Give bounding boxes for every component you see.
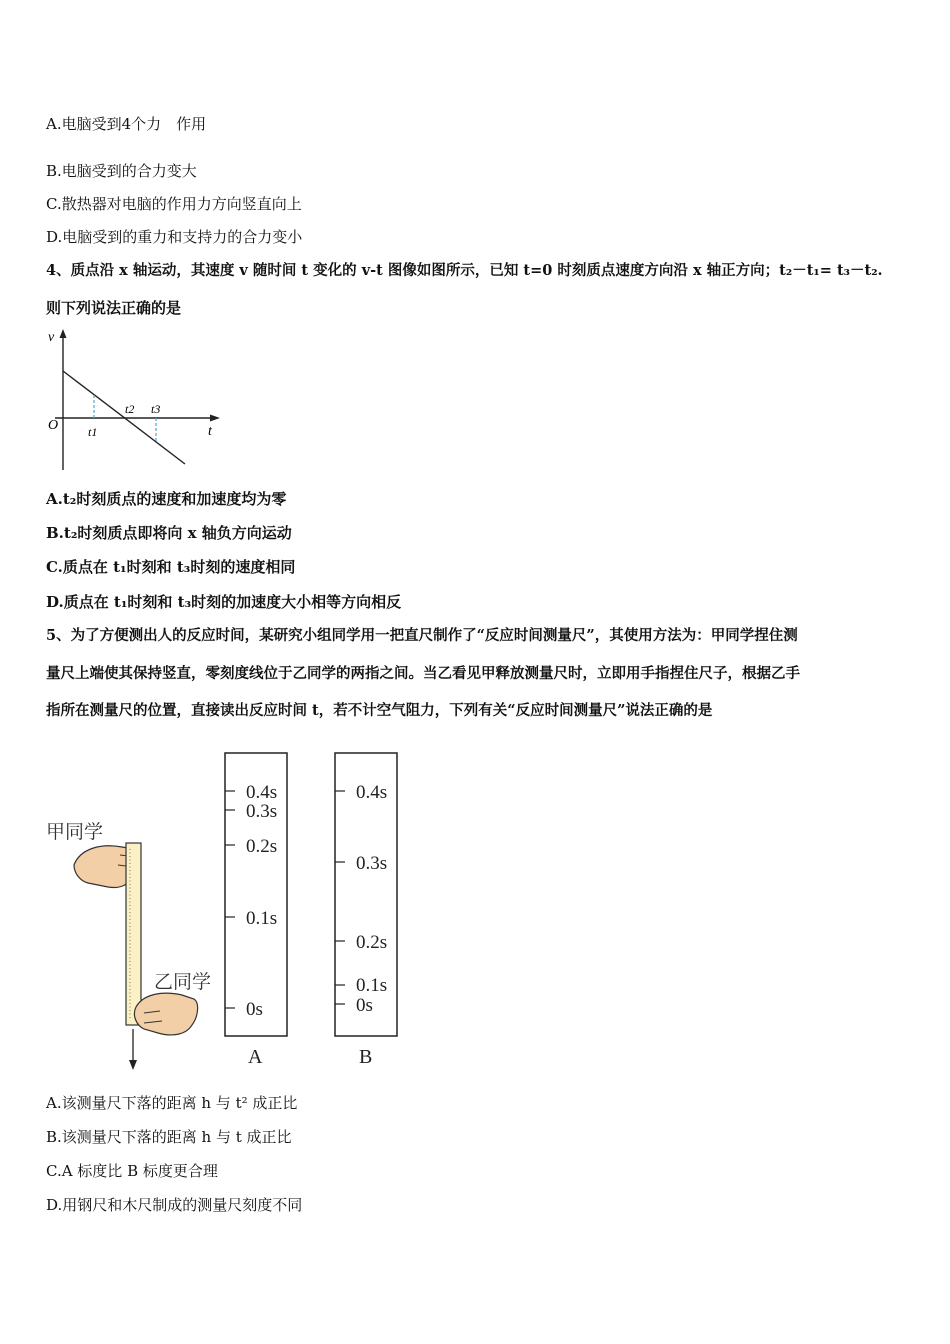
- ruler-a-tick-03: 0.3s: [246, 801, 278, 822]
- q3-option-a: A.电脑受到4个力 作用: [46, 115, 207, 133]
- ruler-b-name: B: [359, 1046, 373, 1068]
- t1-label: t1: [88, 425, 98, 439]
- q5-stem-line1: 5、为了方便测出人的反应时间，某研究小组同学用一把直尺制作了“反应时间测量尺”，其使用方法为：甲同学捏住测: [46, 627, 798, 644]
- t-axis-label: t: [208, 424, 212, 439]
- q4-stem-line1: 4、质点沿 x 轴运动，其速度 v 随时间 t 变化的 v-t 图像如图所示，已知 t=0 时刻质点速度方向沿 x 轴正方向；t₂－t₁= t₃－t₂.: [46, 262, 883, 279]
- ruler-b-tick-0: 0s: [356, 995, 373, 1016]
- q3-option-b: B.电脑受到的合力变大: [46, 162, 197, 180]
- q5-stem-line3: 指所在测量尺的位置，直接读出反应时间 t，若不计空气阻力，下列有关“反应时间测量尺”说法正确的是: [46, 702, 713, 719]
- ruler-b-tick-03: 0.3s: [356, 853, 388, 874]
- q4-vt-graph: [40, 325, 230, 475]
- ruler-b-tick-04: 0.4s: [356, 782, 388, 803]
- q4-option-b: B.t₂时刻质点即将向 x 轴负方向运动: [46, 524, 292, 542]
- q3-option-d: D.电脑受到的重力和支持力的合力变小: [46, 228, 303, 246]
- person-a-label: 甲同学: [46, 822, 104, 843]
- q5-option-c: C.A 标度比 B 标度更合理: [46, 1162, 218, 1180]
- t3-label: t3: [151, 402, 161, 416]
- ruler-b-tick-01: 0.1s: [356, 975, 388, 996]
- ruler-b-tick-02: 0.2s: [356, 932, 388, 953]
- ruler-a-tick-04: 0.4s: [246, 782, 278, 803]
- person-b-label: 乙同学: [154, 972, 212, 993]
- ruler-a-name: A: [248, 1046, 263, 1068]
- q4-stem-line2: 则下列说法正确的是: [46, 299, 182, 317]
- q5-option-b: B.该测量尺下落的距离 h 与 t 成正比: [46, 1128, 292, 1146]
- ruler-a-tick-0: 0s: [246, 999, 263, 1020]
- q5-option-a: A.该测量尺下落的距离 h 与 t² 成正比: [46, 1094, 298, 1112]
- t2-label: t2: [125, 402, 135, 416]
- q5-stem-line2: 量尺上端使其保持竖直，零刻度线位于乙同学的两指之间。当乙看见甲释放测量尺时，立即用手指捏住尺子，根据乙手: [46, 665, 800, 682]
- q4-option-c: C.质点在 t₁时刻和 t₃时刻的速度相同: [46, 558, 296, 576]
- ruler-a-tick-02: 0.2s: [246, 836, 278, 857]
- ruler-icon: [126, 843, 141, 1025]
- q3-option-c: C.散热器对电脑的作用力方向竖直向上: [46, 195, 302, 213]
- v-axis-label: v: [48, 330, 55, 345]
- ruler-a-tick-01: 0.1s: [246, 908, 278, 929]
- hand-bottom-icon: [134, 993, 197, 1035]
- q4-option-a: A.t₂时刻质点的速度和加速度均为零: [46, 490, 287, 508]
- origin-label: O: [48, 418, 59, 433]
- q4-option-d: D.质点在 t₁时刻和 t₃时刻的加速度大小相等方向相反: [46, 593, 402, 611]
- q5-option-d: D.用钢尺和木尺制成的测量尺刻度不同: [46, 1196, 303, 1214]
- q5-ruler-figure: [40, 745, 410, 1075]
